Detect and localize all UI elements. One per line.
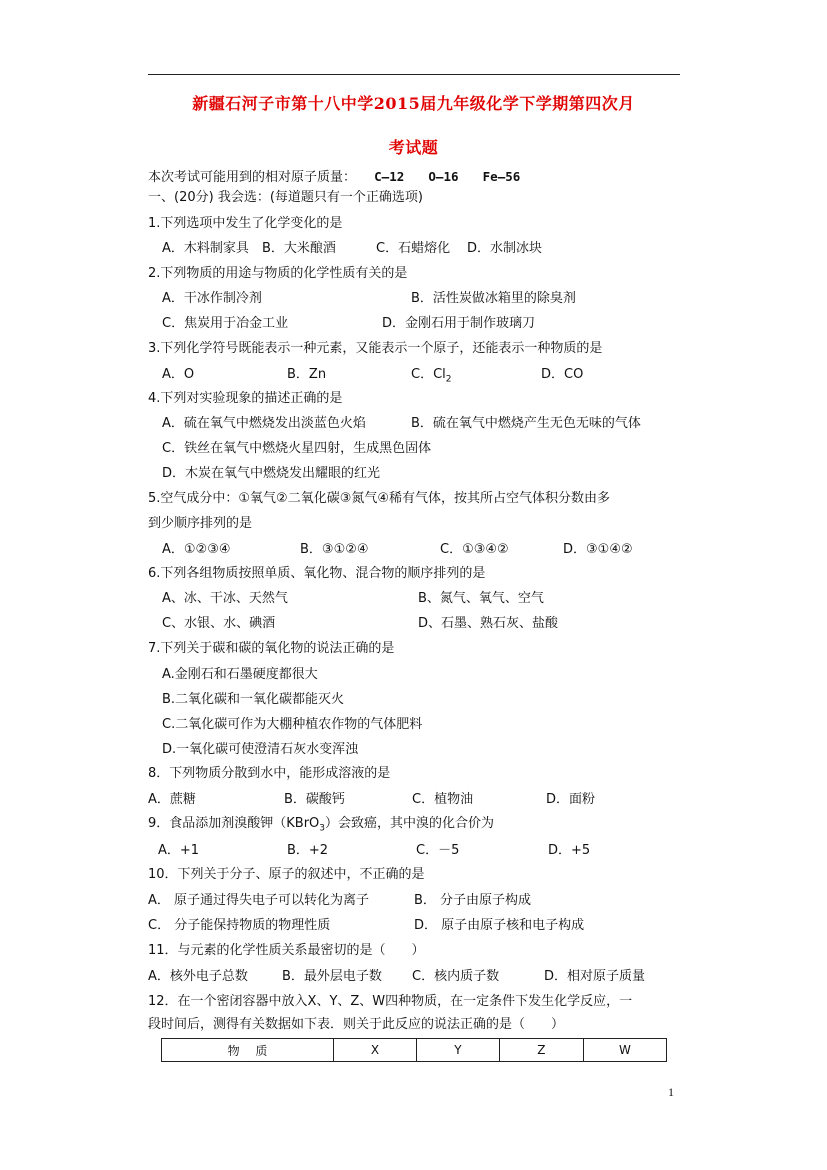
table-row (162, 1039, 667, 1062)
question-option: C．焦炭用于冶金工业 (162, 316, 289, 331)
question-option: C.二氧化碳可作为大棚种植农作物的气体肥料 (162, 717, 423, 732)
header-rule (148, 74, 680, 75)
question-stem: 4.下列对实验现象的描述正确的是 (148, 391, 343, 406)
question-stem: 5.空气成分中：①氧气②二氧化碳③氮气④稀有气体，按其所占空气体积分数由多 (148, 491, 611, 506)
question-option: B.二氧化碳和一氧化碳都能灭火 (162, 692, 345, 707)
question-option: D.一氧化碳可使澄清石灰水变浑浊 (162, 742, 359, 757)
question-option: B．最外层电子数 (282, 969, 382, 984)
question-option: A.金刚石和石墨硬度都很大 (162, 667, 318, 682)
question-option: C．$Cl_2$ (411, 367, 452, 385)
question-stem-cont: 段时间后，测得有关数据如下表．则关于此反应的说法正确的是（ ） (148, 1017, 565, 1032)
atomic-mass-label: 本次考试可能用到的相对原子质量： (148, 170, 357, 185)
question-option: C、水银、水、碘酒 (162, 616, 276, 631)
question-option: A．+1 (158, 843, 200, 858)
question-stem: 9．食品添加剂溴酸钾（KBrO$_3$）会致癌，其中溴的化合价为 (148, 816, 495, 834)
question-option: B．③①②④ (300, 542, 369, 557)
question-option: C．石蜡熔化 (376, 241, 451, 256)
page-title-line2: 考试题 (388, 138, 439, 157)
question-option: B、氮气、氧气、空气 (418, 591, 544, 606)
question-option: D．面粉 (546, 792, 596, 807)
question-stem: 7.下列关于碳和碳的氧化物的说法正确的是 (148, 641, 395, 656)
question-option: D．木炭在氧气中燃烧发出耀眼的红光 (162, 466, 381, 481)
question-stem: 11．与元素的化学性质关系最密切的是（ ） (148, 943, 425, 958)
page-number: 1 (668, 1085, 674, 1099)
question-option: C．－5 (416, 843, 460, 858)
question-option: A．干冰作制冷剂 (162, 291, 262, 306)
table-header-cell: X (333, 1039, 416, 1062)
question-stem: 1.下列选项中发生了化学变化的是 (148, 216, 343, 231)
table-header-cell: Y (416, 1039, 499, 1062)
atomic-mass-line (148, 168, 520, 186)
question-option: A． 原子通过得失电子可以转化为离子 (148, 893, 370, 908)
question-option: B．硫在氧气中燃烧产生无色无味的气体 (411, 416, 641, 431)
question-option: A．核外电子总数 (148, 969, 248, 984)
question-stem: 8．下列物质分散到水中，能形成溶液的是 (148, 766, 391, 781)
question-option: A、冰、干冰、天然气 (162, 591, 288, 606)
question-option: D．+5 (548, 843, 591, 858)
question-option: A．硫在氧气中燃烧发出淡蓝色火焰 (162, 416, 366, 431)
question-option: D．CO (541, 367, 584, 382)
mass-fe: Fe—56 (482, 169, 521, 184)
question-stem: 10．下列关于分子、原子的叙述中，不正确的是 (148, 867, 425, 882)
question-option: C．核内质子数 (412, 969, 500, 984)
question-option: B．Zn (287, 367, 327, 382)
question-option: D． 原子由原子核和电子构成 (414, 918, 585, 933)
question-option: A．①②③④ (162, 542, 231, 557)
question-option: C．植物油 (412, 792, 474, 807)
table-header-cell: Z (499, 1039, 583, 1062)
question-stem-cont: 到少顺序排列的是 (148, 516, 253, 531)
question-option: D、石墨、熟石灰、盐酸 (418, 616, 559, 631)
mass-o: O—16 (428, 169, 459, 184)
question-stem: 2.下列物质的用途与物质的化学性质有关的是 (148, 266, 408, 281)
question-option: C．①③④② (440, 542, 509, 557)
mass-c: C—12 (374, 169, 405, 184)
question-option: D．相对原子质量 (544, 969, 646, 984)
question-option: B．活性炭做冰箱里的除臭剂 (411, 291, 576, 306)
question-stem: 6.下列各组物质按照单质、氧化物、混合物的顺序排列的是 (148, 566, 486, 581)
question-option: D．金刚石用于制作玻璃刀 (382, 316, 536, 331)
question-option: A．蔗糖 (148, 792, 196, 807)
data-table (161, 1038, 667, 1062)
question-option: B．碳酸钙 (284, 792, 345, 807)
question-option: D．水制冰块 (467, 241, 543, 256)
question-option: A．木料制家具 (162, 241, 249, 256)
question-option: C．铁丝在氧气中燃烧火星四射，生成黑色固体 (162, 441, 432, 456)
question-option: B． 分子由原子构成 (414, 893, 532, 908)
table-header-cell: 物 质 (162, 1039, 334, 1062)
question-stem: 12．在一个密闭容器中放入X、Y、Z、W四种物质，在一定条件下发生化学反应，一 (148, 994, 633, 1009)
question-option: D．③①④② (563, 542, 633, 557)
question-option: C． 分子能保持物质的物理性质 (148, 918, 331, 933)
question-option: B．+2 (287, 843, 329, 858)
question-stem: 3.下列化学符号既能表示一种元素，又能表示一个原子，还能表示一种物质的是 (148, 341, 603, 356)
question-option: B．大米酿酒 (262, 241, 336, 256)
table-header-cell: W (583, 1039, 666, 1062)
subscript: 2 (445, 374, 452, 385)
page-title-line1: 新疆石河子市第十八中学2015届九年级化学下学期第四次月 (192, 94, 635, 113)
subscript: 3 (319, 823, 326, 834)
section-heading: 一、(20分) 我会选：(每道题只有一个正确选项) (148, 190, 423, 205)
question-option: A．O (162, 367, 195, 382)
